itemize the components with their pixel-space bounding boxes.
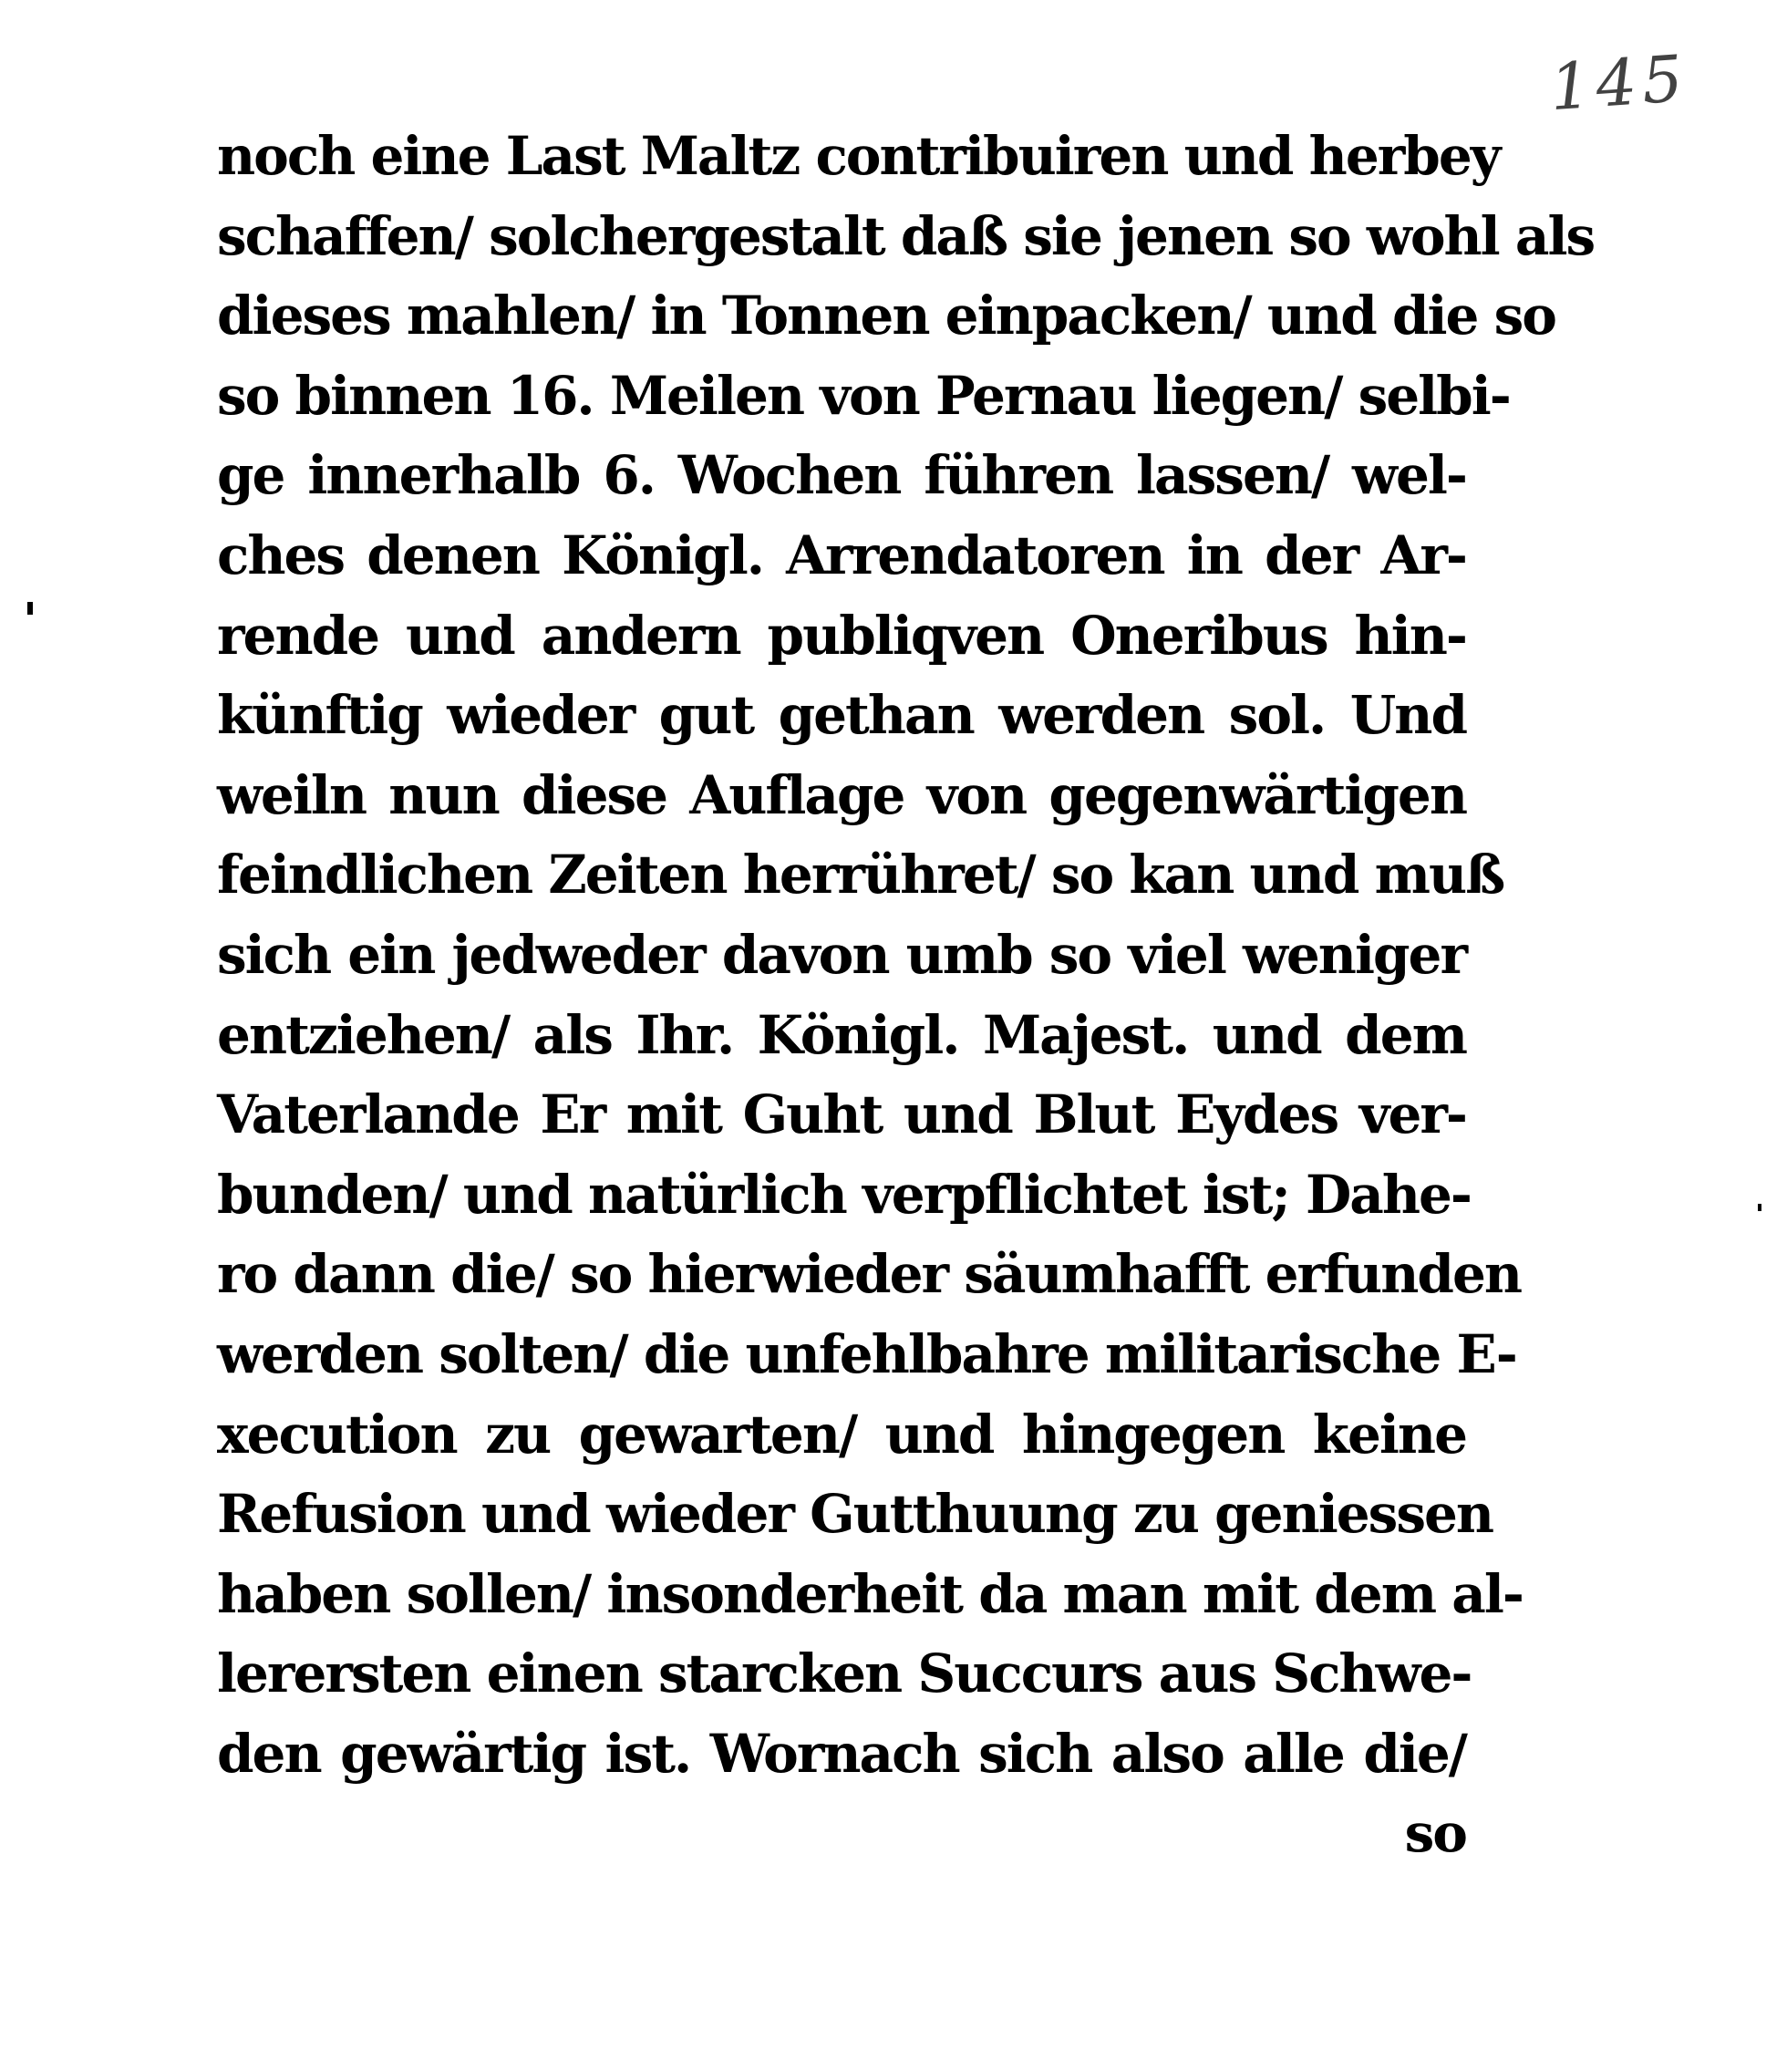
text-line: so binnen 16. Meilen von Pernau liegen/ selbi-: [217, 364, 1510, 427]
text-line: werden solten/ die unfehlbahre militarische E-: [217, 1322, 1516, 1385]
text-line: xecution zu gewarten/ und hingegen keine: [217, 1403, 1466, 1466]
text-line: künftig wieder gut gethan werden sol. Und: [217, 684, 1466, 747]
text-line: Vaterlande Er mit Guht und Blut Eydes ver-: [217, 1083, 1466, 1146]
text-line: ge innerhalb 6. Wochen führen lassen/ wel-: [217, 444, 1466, 507]
text-line: Refusion und wieder Gutthuung zu geniessen: [217, 1483, 1493, 1546]
speck-mark: [1758, 1204, 1761, 1211]
text-line: sich ein jedweder davon umb so viel weniger: [217, 923, 1466, 986]
text-line: den gewärtig ist. Wornach sich also alle die/: [217, 1722, 1466, 1785]
page-number: 145: [1547, 40, 1691, 126]
text-line: lerersten einen starcken Succurs aus Schwe-: [217, 1642, 1472, 1705]
text-line: dieses mahlen/ in Tonnen einpacken/ und die so: [217, 285, 1555, 347]
body-text: [217, 117, 1595, 1874]
text-line: bunden/ und natürlich verpflichtet ist; Dahe-: [217, 1163, 1471, 1226]
catchword: so: [1404, 1802, 1466, 1865]
text-line: rende und andern publiqven Oneribus hin-: [217, 604, 1466, 667]
text-line: noch eine Last Maltz contribuiren und herbey: [217, 125, 1500, 187]
text-line: feindlichen Zeiten herrühret/ so kan und muß: [217, 844, 1504, 906]
text-line: entziehen/ als Ihr. Königl. Majest. und dem: [217, 1003, 1466, 1066]
text-line: haben sollen/ insonderheit da man mit dem al-: [217, 1562, 1523, 1625]
speck-mark: [27, 602, 33, 615]
text-line: schaffen/ solchergestalt daß sie jenen so wohl als: [217, 204, 1595, 267]
text-line: ches denen Königl. Arrendatoren in der Ar-: [217, 523, 1466, 586]
text-line: weiln nun diese Auflage von gegenwärtigen: [217, 763, 1466, 826]
text-line: ro dann die/ so hierwieder säumhafft erfunden: [217, 1243, 1522, 1306]
